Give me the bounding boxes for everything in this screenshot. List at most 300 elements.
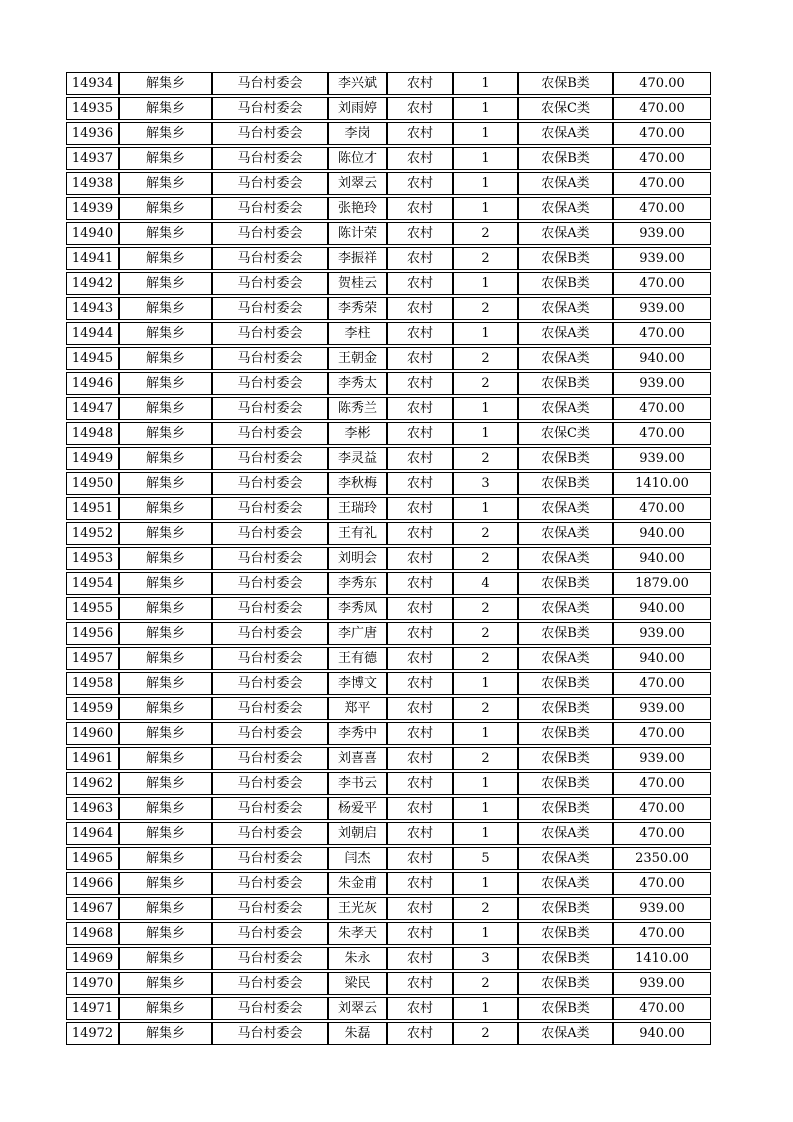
village-committee-cell: 马台村委会 (212, 97, 328, 120)
amount-cell: 470.00 (613, 322, 711, 345)
record-id-cell: 14972 (66, 1022, 119, 1045)
record-id-cell: 14960 (66, 722, 119, 745)
table-row (66, 447, 711, 470)
table-row (66, 97, 711, 120)
village-committee-cell: 马台村委会 (212, 222, 328, 245)
insurance-category-cell: 农保B类 (518, 947, 613, 970)
person-count-cell: 1 (453, 872, 518, 895)
residence-type-cell: 农村 (387, 847, 453, 870)
residence-type-cell: 农村 (387, 672, 453, 695)
table-row (66, 397, 711, 420)
table-row (66, 322, 711, 345)
amount-cell: 1410.00 (613, 472, 711, 495)
village-committee-cell: 马台村委会 (212, 72, 328, 95)
village-committee-cell: 马台村委会 (212, 347, 328, 370)
person-name-cell: 李柱 (328, 322, 387, 345)
person-name-cell: 李书云 (328, 772, 387, 795)
table-row (66, 847, 711, 870)
amount-cell: 1879.00 (613, 572, 711, 595)
amount-cell: 940.00 (613, 547, 711, 570)
amount-cell: 470.00 (613, 147, 711, 170)
record-id-cell: 14968 (66, 922, 119, 945)
amount-cell: 2350.00 (613, 847, 711, 870)
person-name-cell: 李振祥 (328, 247, 387, 270)
table-row (66, 822, 711, 845)
table-row (66, 622, 711, 645)
township-cell: 解集乡 (119, 297, 212, 320)
person-count-cell: 1 (453, 197, 518, 220)
record-id-cell: 14940 (66, 222, 119, 245)
table-row (66, 572, 711, 595)
insurance-category-cell: 农保A类 (518, 872, 613, 895)
record-id-cell: 14958 (66, 672, 119, 695)
village-committee-cell: 马台村委会 (212, 297, 328, 320)
table-row (66, 172, 711, 195)
insurance-category-cell: 农保A类 (518, 547, 613, 570)
insurance-category-cell: 农保A类 (518, 197, 613, 220)
township-cell: 解集乡 (119, 147, 212, 170)
person-count-cell: 1 (453, 922, 518, 945)
person-count-cell: 2 (453, 622, 518, 645)
table-row (66, 222, 711, 245)
insurance-category-cell: 农保A类 (518, 1022, 613, 1045)
village-committee-cell: 马台村委会 (212, 972, 328, 995)
person-count-cell: 2 (453, 372, 518, 395)
village-committee-cell: 马台村委会 (212, 322, 328, 345)
table-row (66, 722, 711, 745)
amount-cell: 470.00 (613, 122, 711, 145)
insurance-category-cell: 农保A类 (518, 597, 613, 620)
person-name-cell: 李广唐 (328, 622, 387, 645)
table-row (66, 747, 711, 770)
person-count-cell: 1 (453, 497, 518, 520)
table-row (66, 522, 711, 545)
person-count-cell: 1 (453, 797, 518, 820)
person-name-cell: 陈位才 (328, 147, 387, 170)
table-row (66, 922, 711, 945)
person-name-cell: 贺桂云 (328, 272, 387, 295)
residence-type-cell: 农村 (387, 747, 453, 770)
township-cell: 解集乡 (119, 722, 212, 745)
residence-type-cell: 农村 (387, 172, 453, 195)
table-row (66, 1022, 711, 1045)
village-committee-cell: 马台村委会 (212, 197, 328, 220)
person-name-cell: 王有礼 (328, 522, 387, 545)
township-cell: 解集乡 (119, 647, 212, 670)
record-id-cell: 14963 (66, 797, 119, 820)
record-id-cell: 14945 (66, 347, 119, 370)
amount-cell: 470.00 (613, 272, 711, 295)
residence-type-cell: 农村 (387, 372, 453, 395)
record-id-cell: 14938 (66, 172, 119, 195)
person-name-cell: 王有德 (328, 647, 387, 670)
person-name-cell: 李彬 (328, 422, 387, 445)
record-id-cell: 14942 (66, 272, 119, 295)
residence-type-cell: 农村 (387, 822, 453, 845)
village-committee-cell: 马台村委会 (212, 172, 328, 195)
insurance-category-cell: 农保A类 (518, 522, 613, 545)
amount-cell: 470.00 (613, 997, 711, 1020)
township-cell: 解集乡 (119, 172, 212, 195)
table-row (66, 672, 711, 695)
person-name-cell: 李秀东 (328, 572, 387, 595)
township-cell: 解集乡 (119, 972, 212, 995)
person-name-cell: 王瑞玲 (328, 497, 387, 520)
table-row (66, 472, 711, 495)
record-id-cell: 14941 (66, 247, 119, 270)
person-name-cell: 刘明会 (328, 547, 387, 570)
person-name-cell: 刘翠云 (328, 997, 387, 1020)
record-id-cell: 14956 (66, 622, 119, 645)
person-count-cell: 2 (453, 597, 518, 620)
village-committee-cell: 马台村委会 (212, 997, 328, 1020)
person-name-cell: 朱磊 (328, 1022, 387, 1045)
amount-cell: 470.00 (613, 822, 711, 845)
table-row (66, 197, 711, 220)
person-count-cell: 2 (453, 1022, 518, 1045)
insurance-category-cell: 农保A类 (518, 122, 613, 145)
amount-cell: 939.00 (613, 972, 711, 995)
person-count-cell: 1 (453, 322, 518, 345)
township-cell: 解集乡 (119, 872, 212, 895)
insurance-category-cell: 农保A类 (518, 297, 613, 320)
insurance-category-cell: 农保A类 (518, 322, 613, 345)
township-cell: 解集乡 (119, 72, 212, 95)
insurance-category-cell: 农保A类 (518, 222, 613, 245)
residence-type-cell: 农村 (387, 97, 453, 120)
village-committee-cell: 马台村委会 (212, 472, 328, 495)
amount-cell: 470.00 (613, 922, 711, 945)
amount-cell: 470.00 (613, 397, 711, 420)
township-cell: 解集乡 (119, 997, 212, 1020)
person-count-cell: 2 (453, 522, 518, 545)
amount-cell: 939.00 (613, 747, 711, 770)
amount-cell: 939.00 (613, 622, 711, 645)
township-cell: 解集乡 (119, 1022, 212, 1045)
table-row (66, 797, 711, 820)
person-count-cell: 2 (453, 647, 518, 670)
amount-cell: 939.00 (613, 372, 711, 395)
amount-cell: 470.00 (613, 497, 711, 520)
residence-type-cell: 农村 (387, 597, 453, 620)
person-count-cell: 1 (453, 997, 518, 1020)
village-committee-cell: 马台村委会 (212, 697, 328, 720)
record-id-cell: 14967 (66, 897, 119, 920)
residence-type-cell: 农村 (387, 522, 453, 545)
township-cell: 解集乡 (119, 597, 212, 620)
table-row (66, 247, 711, 270)
residence-type-cell: 农村 (387, 697, 453, 720)
person-count-cell: 2 (453, 972, 518, 995)
person-name-cell: 李秀荣 (328, 297, 387, 320)
residence-type-cell: 农村 (387, 347, 453, 370)
township-cell: 解集乡 (119, 347, 212, 370)
person-name-cell: 梁民 (328, 972, 387, 995)
table-row (66, 147, 711, 170)
record-id-cell: 14957 (66, 647, 119, 670)
insurance-category-cell: 农保A类 (518, 347, 613, 370)
amount-cell: 940.00 (613, 1022, 711, 1045)
record-id-cell: 14944 (66, 322, 119, 345)
township-cell: 解集乡 (119, 447, 212, 470)
record-id-cell: 14949 (66, 447, 119, 470)
village-committee-cell: 马台村委会 (212, 572, 328, 595)
township-cell: 解集乡 (119, 547, 212, 570)
person-name-cell: 李秀太 (328, 372, 387, 395)
residence-type-cell: 农村 (387, 72, 453, 95)
table-body (66, 72, 711, 1045)
residence-type-cell: 农村 (387, 972, 453, 995)
person-count-cell: 2 (453, 222, 518, 245)
insurance-category-cell: 农保A类 (518, 497, 613, 520)
person-count-cell: 1 (453, 272, 518, 295)
village-committee-cell: 马台村委会 (212, 822, 328, 845)
person-count-cell: 4 (453, 572, 518, 595)
person-count-cell: 1 (453, 422, 518, 445)
village-committee-cell: 马台村委会 (212, 1022, 328, 1045)
township-cell: 解集乡 (119, 747, 212, 770)
table-row (66, 947, 711, 970)
record-id-cell: 14948 (66, 422, 119, 445)
record-id-cell: 14934 (66, 72, 119, 95)
village-committee-cell: 马台村委会 (212, 747, 328, 770)
township-cell: 解集乡 (119, 822, 212, 845)
record-id-cell: 14954 (66, 572, 119, 595)
village-committee-cell: 马台村委会 (212, 922, 328, 945)
record-id-cell: 14946 (66, 372, 119, 395)
insurance-category-cell: 农保B类 (518, 747, 613, 770)
record-id-cell: 14964 (66, 822, 119, 845)
record-id-cell: 14959 (66, 697, 119, 720)
township-cell: 解集乡 (119, 947, 212, 970)
table-row (66, 972, 711, 995)
insurance-category-cell: 农保B类 (518, 772, 613, 795)
residence-type-cell: 农村 (387, 772, 453, 795)
insurance-category-cell: 农保B类 (518, 797, 613, 820)
record-id-cell: 14969 (66, 947, 119, 970)
person-count-cell: 1 (453, 72, 518, 95)
person-name-cell: 刘雨婷 (328, 97, 387, 120)
residence-type-cell: 农村 (387, 547, 453, 570)
table-row (66, 772, 711, 795)
table-row (66, 272, 711, 295)
insurance-category-cell: 农保B类 (518, 372, 613, 395)
village-committee-cell: 马台村委会 (212, 597, 328, 620)
person-name-cell: 朱金甫 (328, 872, 387, 895)
insurance-category-cell: 农保B类 (518, 622, 613, 645)
table-row (66, 72, 711, 95)
residence-type-cell: 农村 (387, 322, 453, 345)
person-count-cell: 2 (453, 697, 518, 720)
amount-cell: 940.00 (613, 522, 711, 545)
person-name-cell: 刘翠云 (328, 172, 387, 195)
person-count-cell: 1 (453, 722, 518, 745)
village-committee-cell: 马台村委会 (212, 522, 328, 545)
person-count-cell: 2 (453, 747, 518, 770)
insurance-category-cell: 农保B类 (518, 972, 613, 995)
insurance-category-cell: 农保B类 (518, 572, 613, 595)
insurance-category-cell: 农保B类 (518, 697, 613, 720)
person-count-cell: 1 (453, 772, 518, 795)
residence-type-cell: 农村 (387, 1022, 453, 1045)
person-count-cell: 2 (453, 347, 518, 370)
village-committee-cell: 马台村委会 (212, 397, 328, 420)
village-committee-cell: 马台村委会 (212, 797, 328, 820)
residence-type-cell: 农村 (387, 622, 453, 645)
person-name-cell: 陈秀兰 (328, 397, 387, 420)
person-name-cell: 李秀凤 (328, 597, 387, 620)
person-count-cell: 2 (453, 247, 518, 270)
residence-type-cell: 农村 (387, 147, 453, 170)
township-cell: 解集乡 (119, 847, 212, 870)
person-count-cell: 2 (453, 547, 518, 570)
person-count-cell: 2 (453, 447, 518, 470)
township-cell: 解集乡 (119, 122, 212, 145)
township-cell: 解集乡 (119, 697, 212, 720)
residence-type-cell: 农村 (387, 447, 453, 470)
table-row (66, 297, 711, 320)
table-row (66, 897, 711, 920)
person-name-cell: 李岗 (328, 122, 387, 145)
record-id-cell: 14971 (66, 997, 119, 1020)
township-cell: 解集乡 (119, 897, 212, 920)
person-name-cell: 李灵益 (328, 447, 387, 470)
record-id-cell: 14962 (66, 772, 119, 795)
record-id-cell: 14947 (66, 397, 119, 420)
village-committee-cell: 马台村委会 (212, 622, 328, 645)
person-name-cell: 王光灰 (328, 897, 387, 920)
person-name-cell: 李博文 (328, 672, 387, 695)
amount-cell: 940.00 (613, 647, 711, 670)
insurance-category-cell: 农保A类 (518, 172, 613, 195)
amount-cell: 940.00 (613, 597, 711, 620)
residence-type-cell: 农村 (387, 422, 453, 445)
record-id-cell: 14965 (66, 847, 119, 870)
township-cell: 解集乡 (119, 372, 212, 395)
record-id-cell: 14939 (66, 197, 119, 220)
insurance-category-cell: 农保B类 (518, 672, 613, 695)
village-committee-cell: 马台村委会 (212, 772, 328, 795)
table-row (66, 872, 711, 895)
amount-cell: 1410.00 (613, 947, 711, 970)
record-id-cell: 14961 (66, 747, 119, 770)
residence-type-cell: 农村 (387, 572, 453, 595)
record-id-cell: 14937 (66, 147, 119, 170)
insurance-category-cell: 农保B类 (518, 147, 613, 170)
township-cell: 解集乡 (119, 922, 212, 945)
table-row (66, 697, 711, 720)
amount-cell: 939.00 (613, 247, 711, 270)
township-cell: 解集乡 (119, 272, 212, 295)
residence-type-cell: 农村 (387, 922, 453, 945)
person-count-cell: 2 (453, 897, 518, 920)
insurance-category-cell: 农保A类 (518, 822, 613, 845)
residence-type-cell: 农村 (387, 122, 453, 145)
insurance-category-cell: 农保B类 (518, 472, 613, 495)
residence-type-cell: 农村 (387, 897, 453, 920)
person-count-cell: 2 (453, 297, 518, 320)
person-count-cell: 1 (453, 147, 518, 170)
person-name-cell: 朱永 (328, 947, 387, 970)
residence-type-cell: 农村 (387, 272, 453, 295)
insurance-category-cell: 农保B类 (518, 922, 613, 945)
person-name-cell: 闫杰 (328, 847, 387, 870)
person-name-cell: 张艳玲 (328, 197, 387, 220)
insurance-category-cell: 农保B类 (518, 247, 613, 270)
amount-cell: 939.00 (613, 447, 711, 470)
person-name-cell: 刘朝启 (328, 822, 387, 845)
residence-type-cell: 农村 (387, 797, 453, 820)
insurance-category-cell: 农保A类 (518, 397, 613, 420)
township-cell: 解集乡 (119, 672, 212, 695)
person-name-cell: 李秋梅 (328, 472, 387, 495)
village-committee-cell: 马台村委会 (212, 722, 328, 745)
residence-type-cell: 农村 (387, 497, 453, 520)
amount-cell: 939.00 (613, 222, 711, 245)
record-id-cell: 14936 (66, 122, 119, 145)
residence-type-cell: 农村 (387, 722, 453, 745)
township-cell: 解集乡 (119, 247, 212, 270)
insurance-category-cell: 农保B类 (518, 897, 613, 920)
amount-cell: 470.00 (613, 197, 711, 220)
amount-cell: 939.00 (613, 897, 711, 920)
record-id-cell: 14943 (66, 297, 119, 320)
person-count-cell: 1 (453, 172, 518, 195)
village-committee-cell: 马台村委会 (212, 447, 328, 470)
township-cell: 解集乡 (119, 572, 212, 595)
amount-cell: 470.00 (613, 772, 711, 795)
person-name-cell: 杨爱平 (328, 797, 387, 820)
insurance-category-cell: 农保A类 (518, 847, 613, 870)
record-id-cell: 14970 (66, 972, 119, 995)
township-cell: 解集乡 (119, 772, 212, 795)
person-name-cell: 郑平 (328, 697, 387, 720)
record-id-cell: 14935 (66, 97, 119, 120)
person-name-cell: 李兴斌 (328, 72, 387, 95)
residence-type-cell: 农村 (387, 872, 453, 895)
table-row (66, 497, 711, 520)
person-count-cell: 5 (453, 847, 518, 870)
village-committee-cell: 马台村委会 (212, 247, 328, 270)
record-id-cell: 14951 (66, 497, 119, 520)
village-committee-cell: 马台村委会 (212, 872, 328, 895)
person-name-cell: 王朝金 (328, 347, 387, 370)
amount-cell: 470.00 (613, 797, 711, 820)
township-cell: 解集乡 (119, 522, 212, 545)
record-id-cell: 14952 (66, 522, 119, 545)
record-id-cell: 14950 (66, 472, 119, 495)
record-id-cell: 14966 (66, 872, 119, 895)
insurance-category-cell: 农保C类 (518, 422, 613, 445)
pension-roster-table (66, 70, 711, 1047)
village-committee-cell: 马台村委会 (212, 897, 328, 920)
township-cell: 解集乡 (119, 797, 212, 820)
table-row (66, 372, 711, 395)
township-cell: 解集乡 (119, 422, 212, 445)
amount-cell: 940.00 (613, 347, 711, 370)
person-count-cell: 3 (453, 947, 518, 970)
insurance-category-cell: 农保B类 (518, 722, 613, 745)
residence-type-cell: 农村 (387, 997, 453, 1020)
residence-type-cell: 农村 (387, 297, 453, 320)
residence-type-cell: 农村 (387, 472, 453, 495)
residence-type-cell: 农村 (387, 397, 453, 420)
record-id-cell: 14953 (66, 547, 119, 570)
amount-cell: 470.00 (613, 872, 711, 895)
table-row (66, 122, 711, 145)
township-cell: 解集乡 (119, 622, 212, 645)
person-name-cell: 朱孝天 (328, 922, 387, 945)
